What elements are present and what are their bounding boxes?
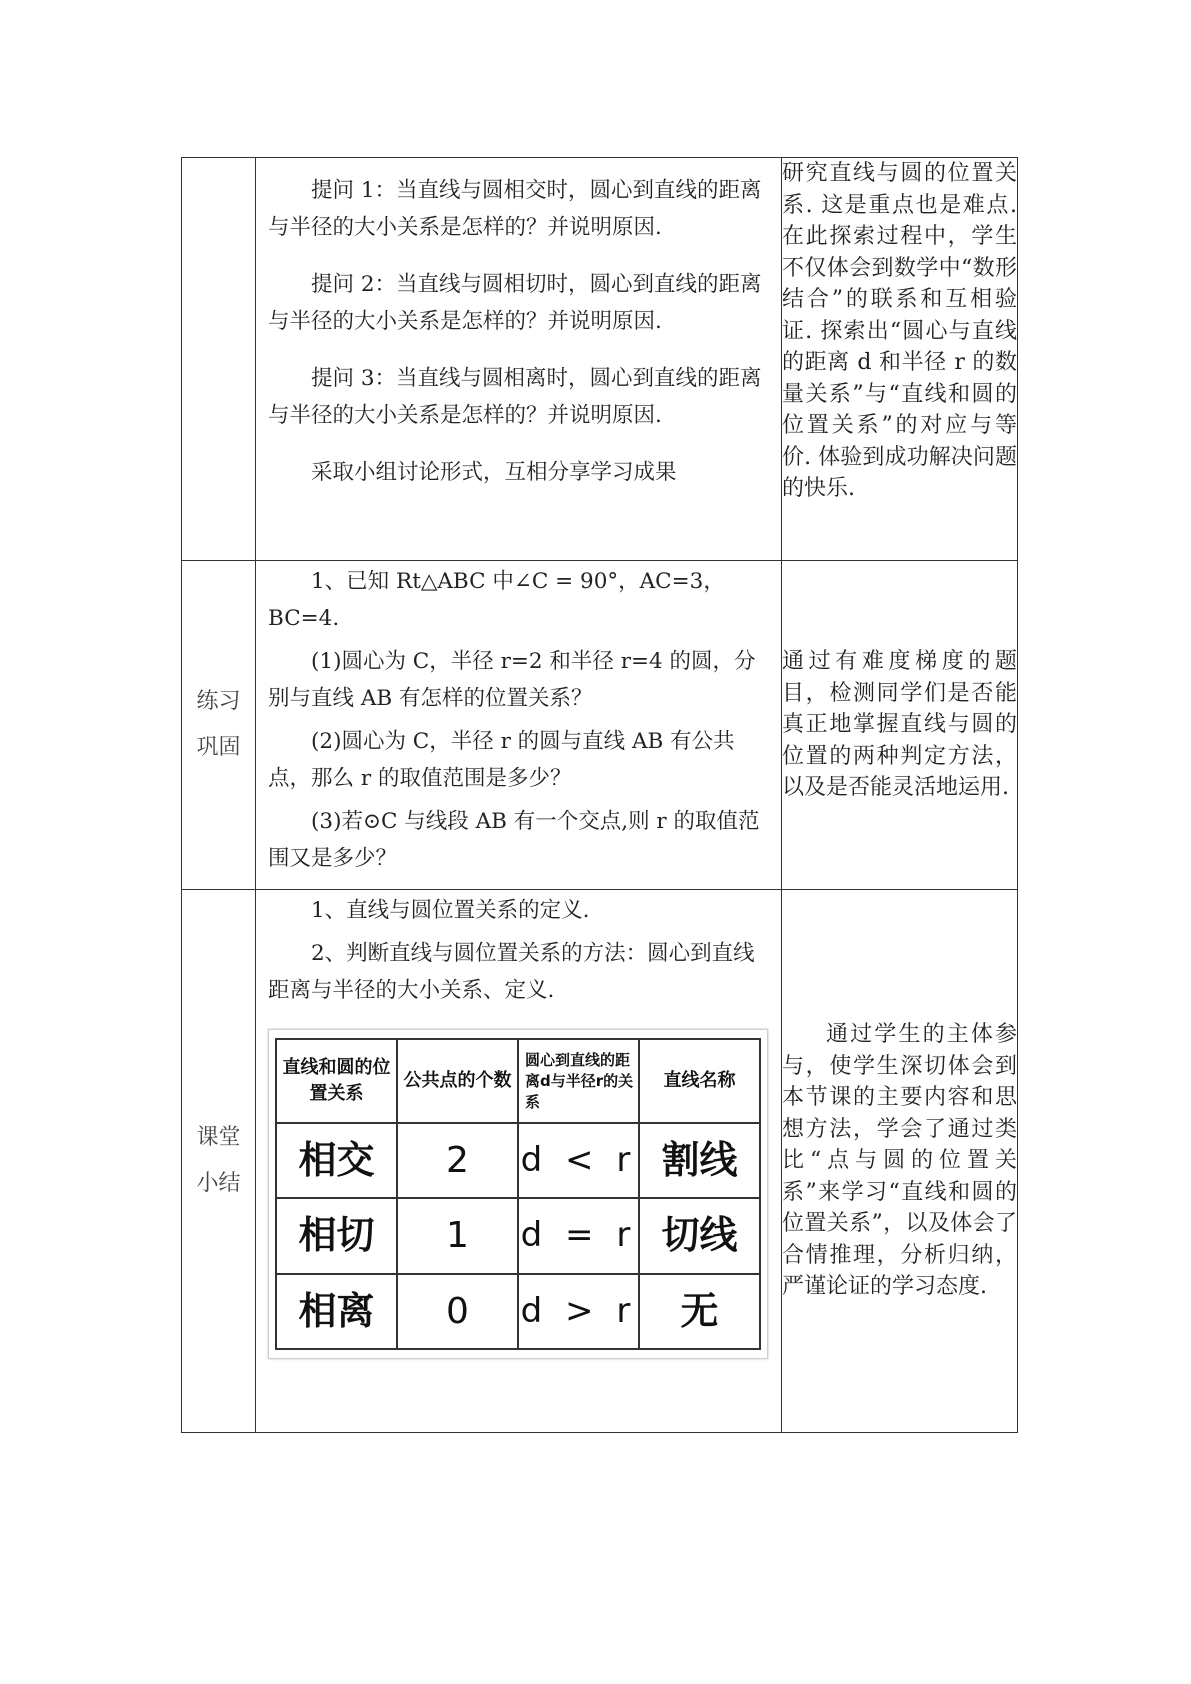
cell-line-name: 割线	[639, 1123, 760, 1198]
table-row	[276, 1123, 760, 1198]
position-relationship-table	[275, 1038, 761, 1350]
summary-label	[182, 890, 256, 1433]
question-2: 提问 2：当直线与圆相切时，圆心到直线的距离与半径的大小关系是怎样的？并说明原因.	[268, 272, 762, 334]
summary-item-1: 1、直线与圆位置关系的定义.	[311, 898, 590, 923]
question-1: 提问 1：当直线与圆相交时，圆心到直线的距离与半径的大小关系是怎样的？并说明原因.	[268, 178, 762, 240]
group-discussion-note: 采取小组讨论形式，互相分享学习成果	[311, 460, 677, 485]
explore-content	[256, 158, 782, 561]
cell-count: 1	[397, 1198, 518, 1273]
summary-item-2: 2、判断直线与圆位置关系的方法：圆心到直线距离与半径的大小关系、定义.	[268, 941, 755, 1003]
cell-position: 相交	[276, 1123, 397, 1198]
practice-label-line-2: 巩固	[196, 735, 241, 760]
explore-row	[182, 158, 1018, 561]
cell-relation: d > r	[518, 1274, 639, 1349]
lesson-plan-table	[181, 157, 1018, 1433]
cell-position: 相切	[276, 1198, 397, 1273]
cell-relation: d < r	[518, 1123, 639, 1198]
practice-content	[256, 561, 782, 890]
cell-line-name: 切线	[639, 1198, 760, 1273]
practice-item-4: (3)若⊙C 与线段 AB 有一个交点,则 r 的取值范围又是多少？	[268, 809, 760, 871]
cell-count: 2	[397, 1123, 518, 1198]
cell-line-name: 无	[639, 1274, 760, 1349]
table-row	[276, 1274, 760, 1349]
summary-row	[182, 890, 1018, 1433]
practice-row	[182, 561, 1018, 890]
header-position: 直线和圆的位置关系	[276, 1039, 397, 1123]
practice-design-intent: 通过有难度梯度的题目，检测同学们是否能真正地掌握直线与圆的位置的两种判定方法，以及是否能灵活地运用.	[782, 561, 1018, 890]
practice-label	[182, 561, 256, 890]
summary-table-figure	[268, 1029, 768, 1359]
summary-label-line-2: 小结	[196, 1171, 241, 1196]
practice-item-3: (2)圆心为 C，半径 r 的圆与直线 AB 有公共点，那么 r 的取值范围是多少？	[268, 729, 735, 791]
cell-count: 0	[397, 1274, 518, 1349]
explore-label	[182, 158, 256, 561]
summary-table-header	[276, 1039, 760, 1123]
header-distance-relation: 圆心到直线的距离d与半径r的关系	[518, 1039, 639, 1123]
summary-content	[256, 890, 782, 1433]
header-common-points: 公共点的个数	[397, 1039, 518, 1123]
explore-design-intent: 研究直线与圆的位置关系. 这是重点也是难点. 在此探索过程中，学生不仅体会到数学中“数形结合”的联系和互相验证. 探索出“圆心与直线的距离 d 和半径 r 的数量关系”与“直线和圆的位置关系”的对应与等价. 体验到成功解决问题的快乐.	[782, 158, 1018, 561]
cell-relation: d = r	[518, 1198, 639, 1273]
practice-item-1: 1、已知 Rt△ABC 中∠C = 90°，AC=3，BC=4.	[268, 569, 725, 631]
summary-design-intent: 通过学生的主体参与，使学生深切体会到本节课的主要内容和思想方法，学会了通过类比“点与圆的位置关系”来学习“直线和圆的位置关系”，以及体会了合情推理，分析归纳，严谨论证的学习态度.	[782, 890, 1018, 1433]
summary-label-line-1: 课堂	[196, 1125, 241, 1150]
cell-position: 相离	[276, 1274, 397, 1349]
practice-label-line-1: 练习	[196, 689, 241, 714]
header-line-name: 直线名称	[639, 1039, 760, 1123]
table-row	[276, 1198, 760, 1273]
question-3: 提问 3：当直线与圆相离时，圆心到直线的距离与半径的大小关系是怎样的？并说明原因.	[268, 366, 762, 428]
practice-item-2: (1)圆心为 C，半径 r=2 和半径 r=4 的圆，分别与直线 AB 有怎样的位置关系？	[268, 649, 756, 711]
